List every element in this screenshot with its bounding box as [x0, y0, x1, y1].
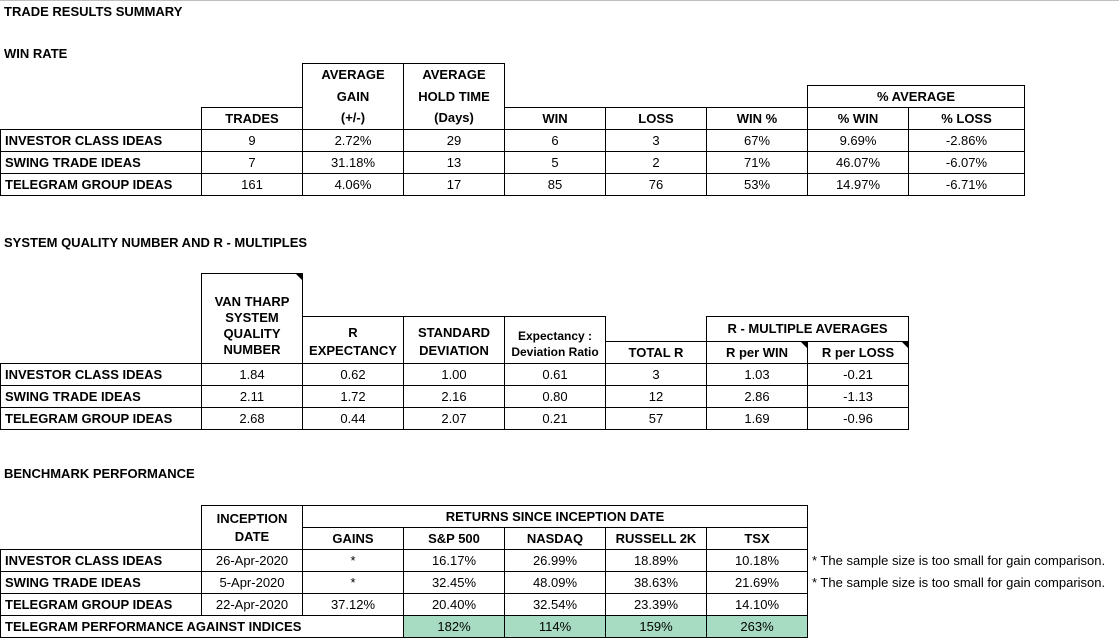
header-pct-average: % AVERAGE	[808, 85, 1025, 107]
cell-nasdaq: 32.54%	[505, 594, 606, 616]
win-rate-table	[0, 63, 1025, 196]
cell-avg-gain: 31.18%	[303, 151, 404, 173]
row-label: INVESTOR CLASS IDEAS	[1, 364, 202, 386]
row-label: SWING TRADE IDEAS	[1, 386, 202, 408]
header-inception	[202, 506, 303, 550]
row-label: TELEGRAM GROUP IDEAS	[1, 408, 202, 430]
perf-nasdaq: 114%	[505, 616, 606, 638]
table-row	[1, 386, 909, 408]
header-sp500: S&P 500	[404, 528, 505, 550]
header-vt-line3: QUALITY	[223, 326, 281, 341]
cell-pct-loss: -6.71%	[909, 173, 1025, 195]
table-row	[1, 364, 909, 386]
header-r-line1: R	[348, 325, 358, 340]
cell-pct-win: 46.07%	[808, 151, 909, 173]
cell-loss: 76	[606, 173, 707, 195]
sqn-table	[0, 273, 909, 430]
cell-win-pct: 53%	[707, 173, 808, 195]
header-r-line2: EXPECTANCY	[309, 343, 397, 358]
header-ex-line2: Deviation Ratio	[511, 345, 599, 359]
cell-r-loss: -0.21	[808, 364, 909, 386]
cell-ratio: 0.80	[505, 386, 606, 408]
header-returns: RETURNS SINCE INCEPTION DATE	[303, 506, 808, 528]
cell-r-loss: -0.96	[808, 408, 909, 430]
cell-tsx: 10.18%	[707, 550, 808, 572]
performance-row	[1, 616, 1108, 638]
cell-russell: 38.63%	[606, 572, 707, 594]
cell-trades: 9	[202, 129, 303, 151]
header-win-pct: WIN %	[707, 107, 808, 129]
cell-loss: 3	[606, 129, 707, 151]
header-pct-loss: % LOSS	[909, 107, 1025, 129]
row-label: INVESTOR CLASS IDEAS	[1, 550, 202, 572]
cell-r-exp: 0.62	[303, 364, 404, 386]
cell-r-exp: 1.72	[303, 386, 404, 408]
cell-loss: 2	[606, 151, 707, 173]
table-row	[1, 594, 1108, 616]
header-gains: GAINS	[303, 528, 404, 550]
header-sd-line1: STANDARD	[418, 325, 490, 340]
header-tsx: TSX	[707, 528, 808, 550]
header-r-multiple: R - MULTIPLE AVERAGES	[707, 316, 909, 342]
cell-win-pct: 71%	[707, 151, 808, 173]
cell-gains: *	[303, 572, 404, 594]
cell-sd: 2.16	[404, 386, 505, 408]
cell-tsx: 14.10%	[707, 594, 808, 616]
cell-r-exp: 0.44	[303, 408, 404, 430]
cell-total-r: 57	[606, 408, 707, 430]
benchmark-title: BENCHMARK PERFORMANCE	[4, 466, 195, 481]
table-row	[1, 129, 1025, 151]
cell-tsx: 21.69%	[707, 572, 808, 594]
cell-avg-hold: 17	[404, 173, 505, 195]
cell-avg-hold: 13	[404, 151, 505, 173]
header-pct-win: % WIN	[808, 107, 909, 129]
header-avg-gain-3: (+/-)	[303, 107, 404, 129]
header-loss: LOSS	[606, 107, 707, 129]
sqn-title: SYSTEM QUALITY NUMBER AND R - MULTIPLES	[4, 235, 308, 250]
cell-trades: 7	[202, 151, 303, 173]
header-inc-line1: INCEPTION	[216, 510, 288, 526]
cell-avg-gain: 2.72%	[303, 129, 404, 151]
cell-r-loss: -1.13	[808, 386, 909, 408]
cell-trades: 161	[202, 173, 303, 195]
cell-sp500: 16.17%	[404, 550, 505, 572]
header-ex-line1: Expectancy :	[517, 329, 593, 343]
header-avg-hold-3: (Days)	[404, 107, 505, 129]
cell-sd: 2.07	[404, 408, 505, 430]
header-r-per-win: R per WIN	[707, 342, 808, 364]
header-total-r: TOTAL R	[606, 342, 707, 364]
cell-nasdaq: 48.09%	[505, 572, 606, 594]
row-label: INVESTOR CLASS IDEAS	[1, 129, 202, 151]
cell-date: 22-Apr-2020	[202, 594, 303, 616]
footnote: * The sample size is too small for gain comparison.	[812, 553, 1106, 568]
cell-r-win: 1.69	[707, 408, 808, 430]
cell-gains: *	[303, 550, 404, 572]
cell-total-r: 3	[606, 364, 707, 386]
header-vt-line1: VAN THARP	[214, 294, 290, 309]
perf-sp500: 182%	[404, 616, 505, 638]
header-nasdaq: NASDAQ	[505, 528, 606, 550]
header-russell: RUSSELL 2K	[606, 528, 707, 550]
cell-sd: 1.00	[404, 364, 505, 386]
footnote: * The sample size is too small for gain comparison.	[812, 575, 1106, 590]
cell-russell: 23.39%	[606, 594, 707, 616]
header-avg-gain-2: GAIN	[303, 85, 404, 107]
header-avg-gain-1: AVERAGE	[303, 64, 404, 86]
header-avg-hold-2: HOLD TIME	[404, 85, 505, 107]
perf-tsx: 263%	[707, 616, 808, 638]
header-vt-line2: SYSTEM	[225, 310, 279, 325]
header-avg-hold-1: AVERAGE	[404, 64, 505, 86]
cell-avg-gain: 4.06%	[303, 173, 404, 195]
cell-total-r: 12	[606, 386, 707, 408]
header-van-tharp	[202, 274, 303, 364]
cell-ratio: 0.61	[505, 364, 606, 386]
header-sd-line2: DEVIATION	[419, 343, 489, 358]
cell-r-win: 1.03	[707, 364, 808, 386]
cell-pct-loss: -2.86%	[909, 129, 1025, 151]
cell-russell: 18.89%	[606, 550, 707, 572]
header-inc-line2: DATE	[234, 528, 270, 544]
cell-win: 85	[505, 173, 606, 195]
cell-vt: 1.84	[202, 364, 303, 386]
cell-date: 26-Apr-2020	[202, 550, 303, 572]
cell-ratio: 0.21	[505, 408, 606, 430]
cell-win: 6	[505, 129, 606, 151]
header-win: WIN	[505, 107, 606, 129]
perf-russell: 159%	[606, 616, 707, 638]
table-row	[1, 408, 909, 430]
cell-nasdaq: 26.99%	[505, 550, 606, 572]
cell-r-win: 2.86	[707, 386, 808, 408]
cell-sp500: 20.40%	[404, 594, 505, 616]
cell-pct-win: 9.69%	[808, 129, 909, 151]
header-expectancy-ratio	[505, 316, 606, 364]
cell-sp500: 32.45%	[404, 572, 505, 594]
row-label: TELEGRAM GROUP IDEAS	[1, 173, 202, 195]
top-rule	[0, 0, 1119, 1]
cell-win-pct: 67%	[707, 129, 808, 151]
row-label: SWING TRADE IDEAS	[1, 572, 202, 594]
header-vt-line4: NUMBER	[223, 342, 281, 357]
table-row	[1, 550, 1108, 572]
header-std-deviation	[404, 316, 505, 364]
cell-pct-win: 14.97%	[808, 173, 909, 195]
header-trades: TRADES	[202, 107, 303, 129]
header-r-expectancy	[303, 316, 404, 364]
table-row	[1, 572, 1108, 594]
perf-label: TELEGRAM PERFORMANCE AGAINST INDICES	[1, 616, 404, 638]
table-row	[1, 173, 1025, 195]
page-title: TRADE RESULTS SUMMARY	[4, 4, 183, 19]
cell-avg-hold: 29	[404, 129, 505, 151]
cell-vt: 2.11	[202, 386, 303, 408]
cell-pct-loss: -6.07%	[909, 151, 1025, 173]
benchmark-table	[0, 505, 1108, 638]
cell-gains: 37.12%	[303, 594, 404, 616]
row-label: TELEGRAM GROUP IDEAS	[1, 594, 202, 616]
table-row	[1, 151, 1025, 173]
row-label: SWING TRADE IDEAS	[1, 151, 202, 173]
cell-date: 5-Apr-2020	[202, 572, 303, 594]
cell-vt: 2.68	[202, 408, 303, 430]
cell-win: 5	[505, 151, 606, 173]
header-r-per-loss: R per LOSS	[808, 342, 909, 364]
win-rate-title: WIN RATE	[4, 46, 68, 61]
